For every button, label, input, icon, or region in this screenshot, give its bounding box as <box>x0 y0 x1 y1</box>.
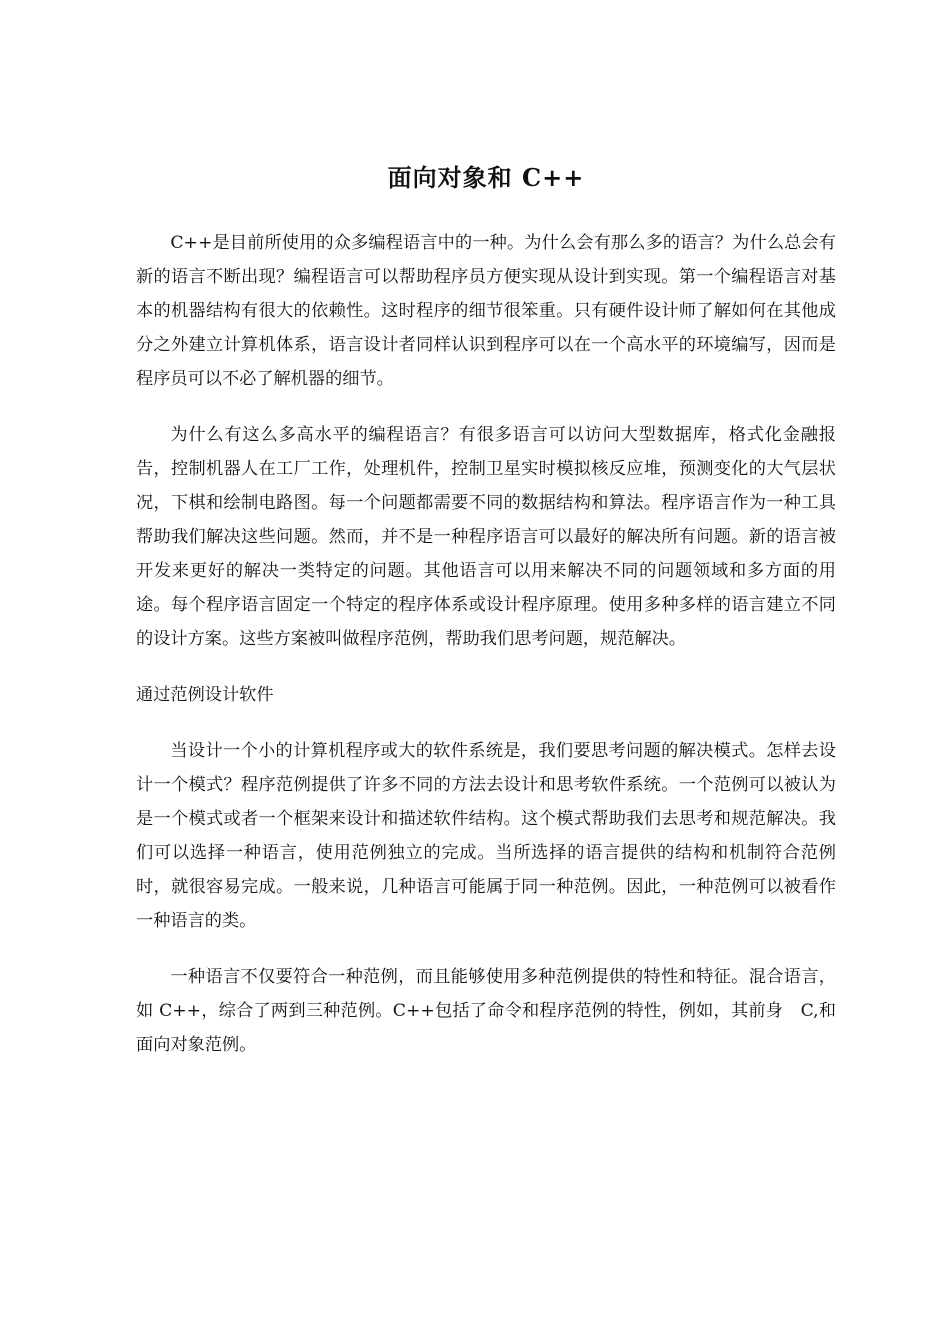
section-heading: 通过范例设计软件 <box>136 685 274 705</box>
paragraph-4: 一种语言不仅要符合一种范例，而且能够使用多种范例提供的特性和特征。混合语言，如 C++，综合了两到三种范例。C++包括了命令和程序范例的特性，例如，其前身 C,和面向对象范例。 <box>136 967 836 1055</box>
paragraph-2: 为什么有这么多高水平的编程语言？有很多语言可以访问大型数据库，格式化金融报告，控制机器人在工厂工作，处理机件，控制卫星实时模拟核反应堆，预测变化的大气层状况，下棋和绘制电路图。每一个问题都需要不同的数据结构和算法。程序语言作为一种工具帮助我们解决这些问题。然而，并不是一种程序语言可以最好的解决所有问题。新的语言被开发来更好的解决一类特定的问题。其他语言可以用来解决不同的问题领域和多方面的用途。每个程序语言固定一个特定的程序体系或设计程序原理。使用多种多样的语言建立不同的设计方案。这些方案被叫做程序范例，帮助我们思考问题，规范解决。 <box>136 425 836 649</box>
paragraph-1: C++是目前所使用的众多编程语言中的一种。为什么会有那么多的语言？为什么总会有新的语言不断出现？编程语言可以帮助程序员方便实现从设计到实现。第一个编程语言对基本的机器结构有很大的依赖性。这时程序的细节很笨重。只有硬件设计师了解如何在其他成分之外建立计算机体系，语言设计者同样认识到程序可以在一个高水平的环境编写，因而是程序员可以不必了解机器的细节。 <box>136 233 836 389</box>
document-page <box>136 160 836 1084</box>
paragraph-3: 当设计一个小的计算机程序或大的软件系统是，我们要思考问题的解决模式。怎样去设计一个模式？程序范例提供了许多不同的方法去设计和思考软件系统。一个范例可以被认为是一个模式或者一个框架来设计和描述软件结构。这个模式帮助我们去思考和规范解决。我们可以选择一种语言，使用范例独立的完成。当所选择的语言提供的结构和机制符合范例时，就很容易完成。一般来说，几种语言可能属于同一种范例。因此，一种范例可以被看作一种语言的类。 <box>136 741 836 931</box>
document-title: 面向对象和 C++ <box>387 163 585 192</box>
